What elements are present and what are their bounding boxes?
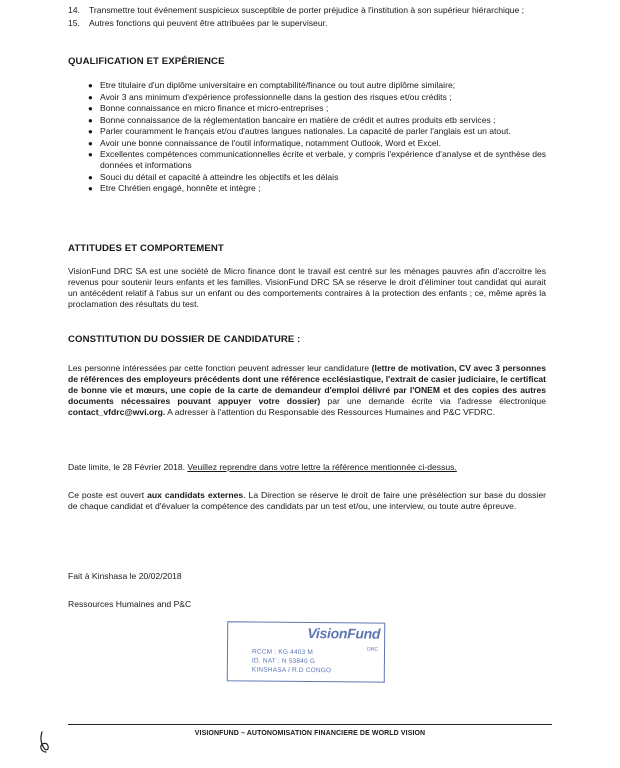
handwritten-initial: [38, 730, 52, 754]
stamp-city: KINSHASA / R.D CONGO: [251, 666, 332, 675]
stamp-idnat: ID. NAT : N 53840 G: [251, 657, 316, 666]
attitudes-paragraph: VisionFund DRC SA est une société de Micro finance dont le travail est centré sur les ménages pauvres afin d'accroitre les revenus pour soutenir leurs enfants et les familles. VisionFund DRC SA se réserve le droit d'éliminer tout candidat qui aurait un antécédent relatif à l'abus sur un enfant ou des comportements contraires à la protection des enfants ; ce, même après la proclamation des résultats du test.: [68, 266, 546, 309]
qualification-item: ● Bonne connaissance de la réglementation bancaire en matière de crédit et autres produits etb services ;: [88, 114, 496, 125]
bullet-icon: ●: [88, 150, 93, 159]
qualification-item: ● Excellentes compétences communicationnelles écrite et verbale, y compris l'expérience d'analyse et de synthèse des données et informations: [88, 149, 547, 170]
bullet-icon: ●: [88, 92, 93, 102]
open-position-paragraph: Ce poste est ouvert aux candidats externes. La Direction se réserve le droit de faire une présélection sur base du dossier de chaque candidat et d'évaluer la compétence des candidats par un test et/ou, une interview, ou toute autre épreuve.: [68, 490, 546, 511]
task-number: 15.: [68, 18, 80, 28]
required-documents: (lettre de motivation, CV avec 3 personnes de références des employeurs précédents dont une référence ecclésiastique, l'extrait de casier judiciaire, le certificat de bonne vie et mœurs, une copie de la carte de demandeur d'emploi délivré par l'ONEM et des copies des autres documents nécessaires pouvant appuyer votre dossier): [68, 363, 546, 406]
bullet-icon: ●: [88, 115, 93, 125]
external-candidates: aux candidats externes: [147, 490, 244, 500]
qualification-item: ● Souci du détail et capacité à atteindre les objectifs et les délais: [88, 171, 339, 182]
task-list: [68, 5, 548, 31]
dossier-heading: CONSTITUTION DU DOSSIER DE CANDIDATURE :: [68, 334, 301, 345]
stamp-logo: VisionFund: [307, 625, 381, 642]
bullet-icon: ●: [88, 184, 93, 193]
contact-email[interactable]: contact_vfdrc@wvi.org.: [68, 407, 166, 417]
qualification-item: ● Bonne connaissance en micro finance et micro-entreprises ;: [88, 103, 329, 113]
page-footer: VISIONFUND – AUTONOMISATION FINANCIERE DE WORLD VISION: [194, 730, 426, 737]
bullet-icon: ●: [88, 104, 93, 113]
qualification-item: ● Parler couramment le français et/ou d'autres langues nationales. La capacité de parler l'anglais est un atout.: [88, 126, 511, 136]
qualification-heading: QUALIFICATION ET EXPÉRIENCE: [68, 56, 225, 67]
footer-divider: [68, 724, 552, 725]
place-date: Fait à Kinshasa le 20/02/2018: [68, 571, 182, 581]
stamp-logo-sub: DRC: [367, 646, 379, 653]
qualification-item: ● Avoir 3 ans minimum d'expérience professionnelle dans la gestion des risques et/ou crédits ;: [88, 91, 452, 102]
task-number: 14.: [68, 5, 80, 15]
deadline-note: Veuillez reprendre dans votre lettre la référence mentionnée ci-dessus.: [187, 462, 457, 472]
bullet-icon: ●: [88, 172, 93, 182]
task-text: Transmettre tout événement suspicieux susceptible de porter préjudice à l'institution à son supérieur hiérarchique ;: [89, 5, 525, 15]
dossier-paragraph: Les personne intéressées par cette fonction peuvent adresser leur candidature (lettre de motivation, CV avec 3 personnes de références des employeurs précédents dont une référence ecclésiastique, l'extrait de casier judiciaire, le certificat de bonne vie et mœurs, une copie de la carte de demandeur d'emploi délivré par l'ONEM et des copies des autres documents nécessaires pouvant appuyer votre dossier) par une demande écrite via l'adresse électronique contact_vfdrc@wvi.org. A adresser à l'attention du Responsable des Ressources Humaines and P&C VFDRC.: [68, 363, 546, 417]
task-item: [68, 18, 548, 29]
qualification-item: ● Etre Chrétien engagé, honnête et intègre ;: [88, 183, 261, 193]
task-text: Autres fonctions qui peuvent être attribuées par le superviseur.: [89, 18, 328, 28]
task-item: [68, 5, 548, 16]
stamp-rccm: RCCM : KG 4403 M: [251, 648, 314, 657]
deadline-date: Date limite, le 28 Février 2018.: [68, 462, 188, 472]
bullet-icon: ●: [88, 138, 93, 148]
bullet-icon: ●: [88, 81, 93, 90]
qualification-item: ● Etre titulaire d'un diplôme universitaire en comptabilité/finance ou tout autre diplôme similaire;: [88, 80, 456, 90]
bullet-icon: ●: [88, 127, 93, 136]
signatory-department: Ressources Humaines and P&C: [68, 599, 192, 609]
qualification-list: [88, 80, 558, 195]
attitudes-heading: ATTITUDES ET COMPORTEMENT: [68, 243, 224, 254]
company-stamp: [227, 621, 386, 682]
qualification-item: ● Avoir une bonne connaissance de l'outil informatique, notamment Outlook, Word et Excel.: [88, 137, 441, 148]
deadline-paragraph: [68, 462, 546, 473]
